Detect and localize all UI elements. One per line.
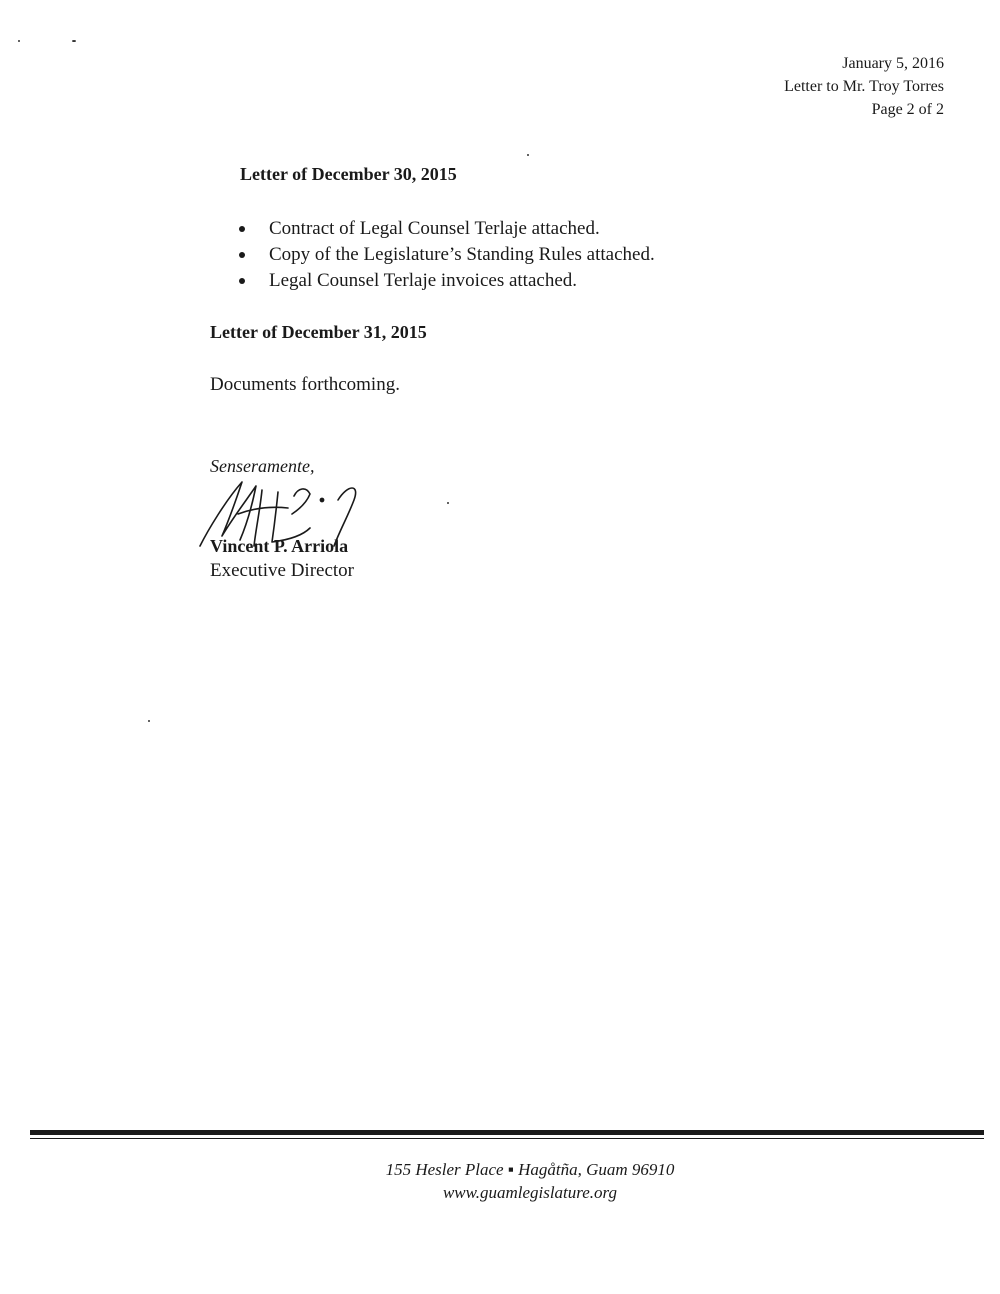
section-body: Documents forthcoming.	[210, 374, 400, 395]
scan-speck	[447, 502, 449, 504]
footer-divider	[30, 1130, 984, 1135]
header-date: January 5, 2016	[842, 55, 944, 72]
list-item: Copy of the Legislature’s Standing Rules attached.	[239, 242, 655, 268]
scan-speck	[18, 40, 20, 42]
header-subject: Letter to Mr. Troy Torres	[784, 78, 944, 95]
list-item: Contract of Legal Counsel Terlaje attached.	[239, 216, 655, 242]
section-heading: Letter of December 31, 2015	[210, 322, 427, 342]
bullet-icon	[239, 226, 245, 232]
signer-name: Vincent P. Arriola	[210, 536, 349, 556]
letter-header	[784, 52, 944, 121]
attachment-list	[239, 216, 655, 294]
scan-speck	[148, 720, 150, 722]
bullet-icon	[239, 252, 245, 258]
letterhead-footer	[0, 1158, 1000, 1204]
list-item: Legal Counsel Terlaje invoices attached.	[239, 268, 655, 294]
scan-speck	[527, 154, 529, 156]
closing-salutation: Senseramente,	[210, 456, 315, 476]
footer-divider-thin	[30, 1138, 984, 1139]
bullet-icon	[239, 278, 245, 284]
footer-address: 155 Hesler Place ▪ Hagåtña, Guam 96910	[385, 1160, 675, 1179]
footer-website: www.guamlegislature.org	[442, 1183, 618, 1202]
signer-title: Executive Director	[210, 560, 355, 581]
scan-speck	[72, 40, 76, 42]
header-page-number: Page 2 of 2	[871, 101, 944, 118]
section-heading: Letter of December 30, 2015	[240, 164, 457, 184]
